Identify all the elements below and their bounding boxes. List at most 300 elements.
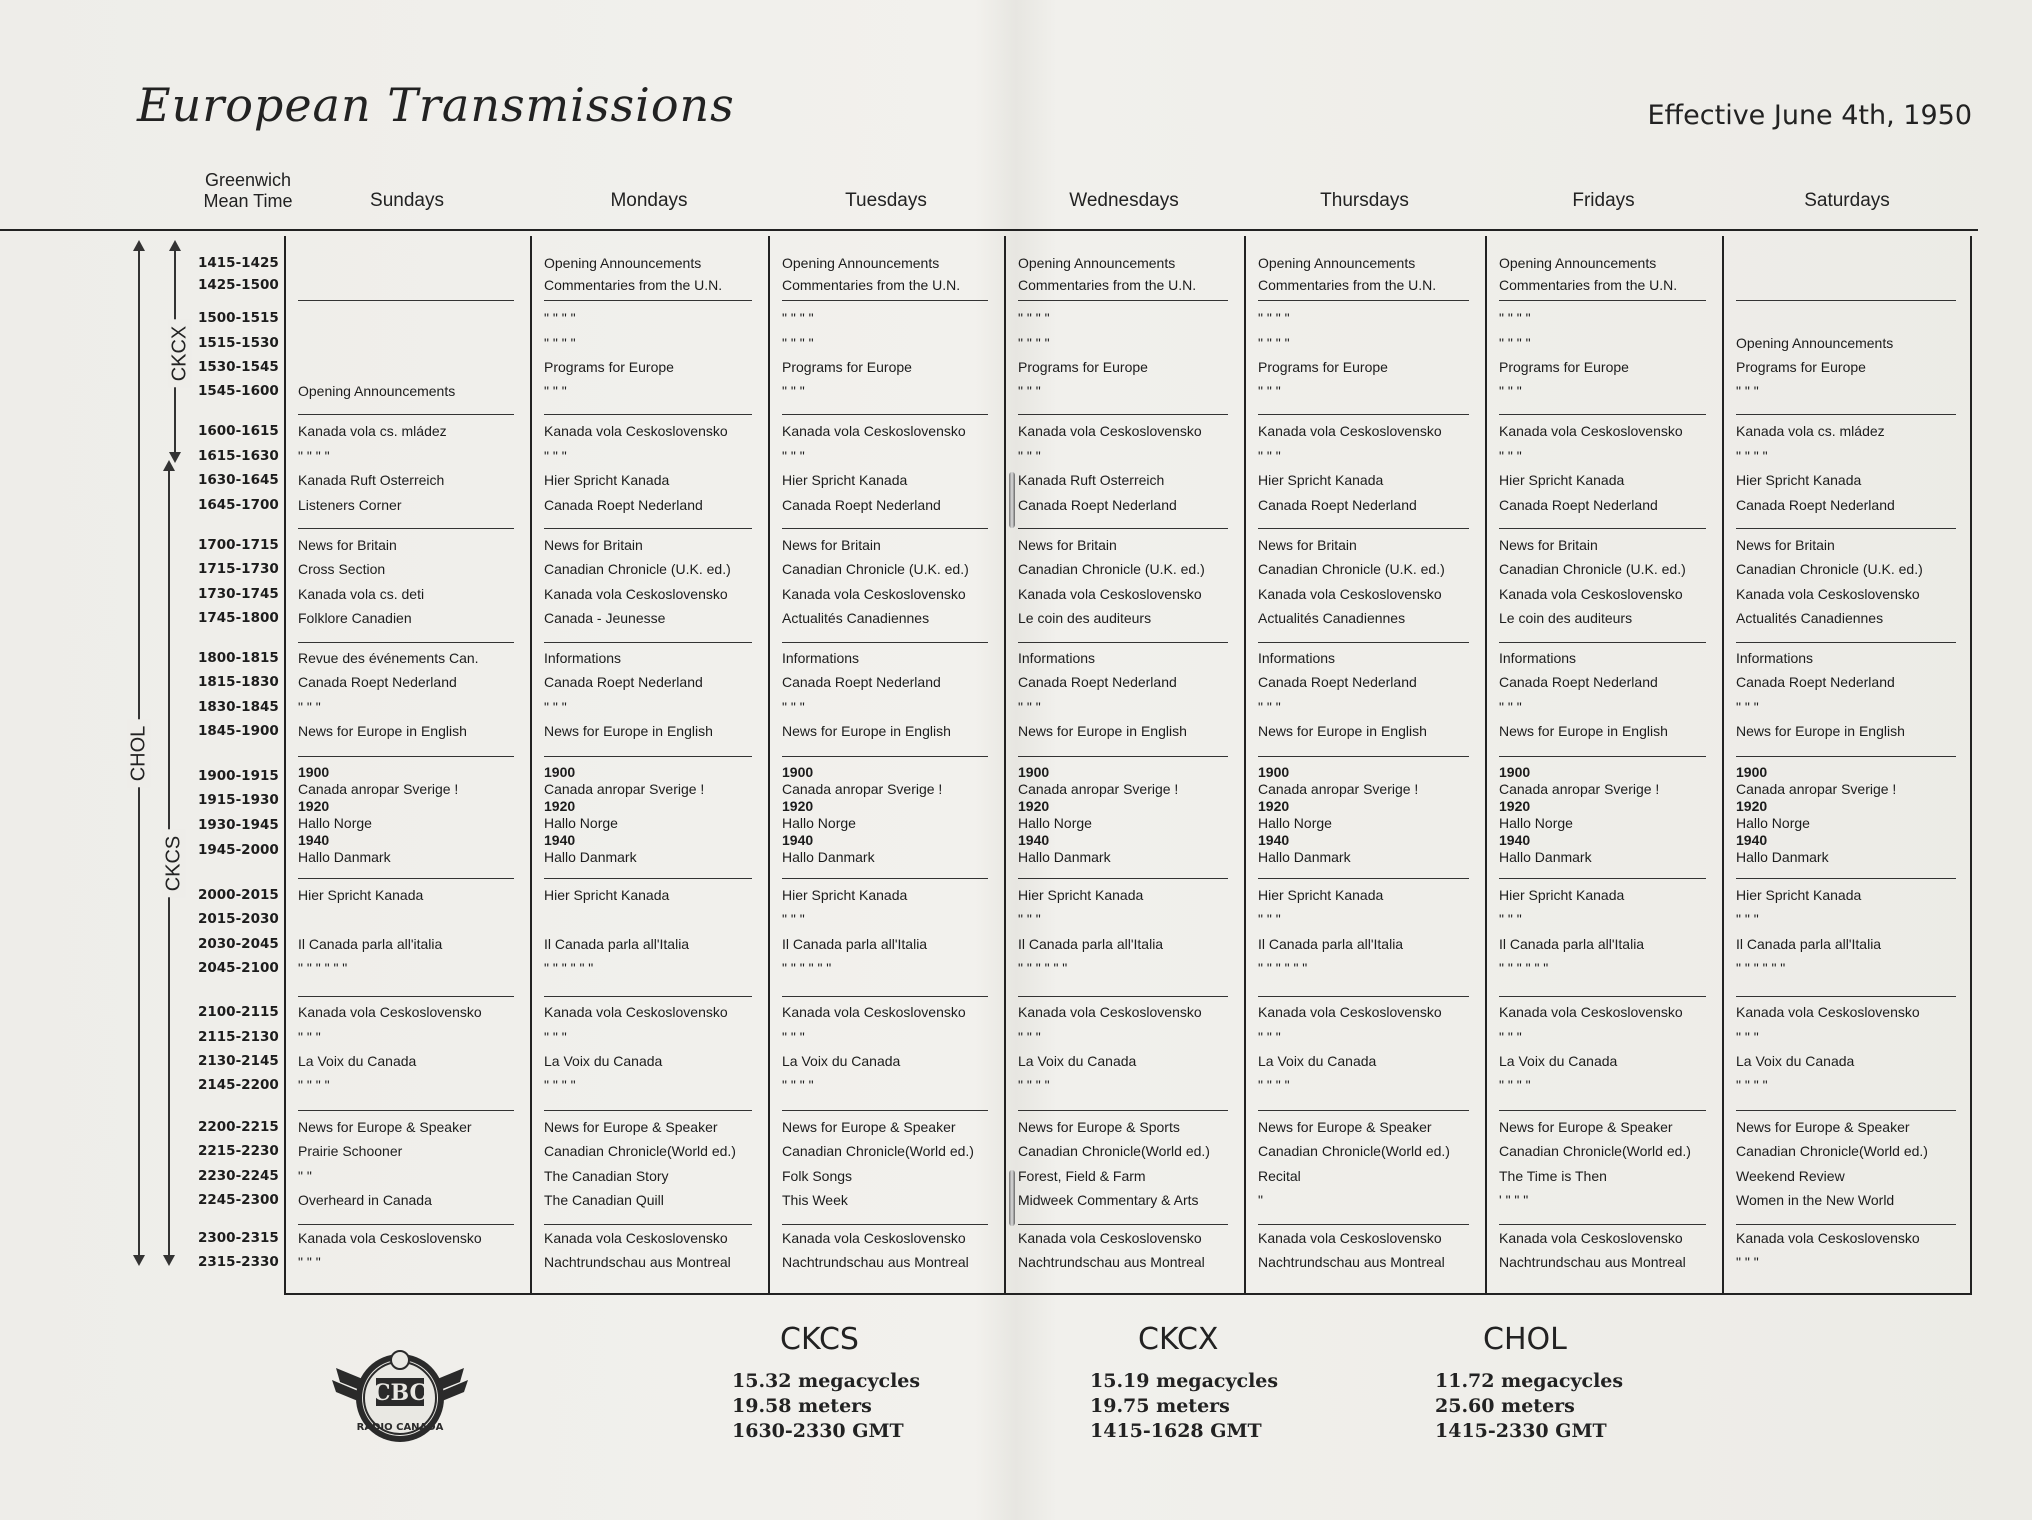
station-detail: 25.60 meters: [1435, 1395, 1575, 1417]
time-slot: 2130-2145: [198, 1053, 279, 1069]
column-divider: [530, 236, 532, 1294]
program-entry: Recital: [1258, 1168, 1301, 1184]
program-entry: Il Canada parla all'Italia: [544, 936, 690, 952]
time-slot: 1930-1945: [198, 817, 279, 833]
program-entry: Hallo Danmark: [782, 849, 875, 865]
block-separator: [1736, 642, 1956, 643]
program-entry: " " " " " ": [298, 960, 348, 976]
program-entry: Kanada vola Ceskoslovensko: [1499, 423, 1683, 439]
time-slot: 1600-1615: [198, 423, 279, 439]
cbc-radio-canada-logo: [330, 1330, 470, 1460]
program-entry: Informations: [1258, 650, 1336, 666]
time-slot: 1530-1545: [198, 359, 279, 375]
program-entry: " " " " " ": [1736, 960, 1786, 976]
program-entry: " " ": [782, 1029, 805, 1045]
program-entry: Actualités Canadiennes: [1258, 610, 1406, 626]
program-entry: " " ": [544, 1029, 567, 1045]
program-entry: Hier Spricht Kanada: [544, 472, 670, 488]
program-entry: Nachtrundschau aus Montreal: [1258, 1254, 1445, 1270]
program-entry: Kanada vola Ceskoslovensko: [1499, 586, 1683, 602]
time-slot: 1730-1745: [198, 586, 279, 602]
program-entry: Commentaries from the U.N.: [1018, 277, 1197, 293]
program-entry: Il Canada parla all'Italia: [1018, 936, 1164, 952]
program-entry: Kanada vola Ceskoslovensko: [1499, 1004, 1683, 1020]
program-entry: Actualités Canadiennes: [1736, 610, 1884, 626]
block-separator: [1018, 996, 1228, 997]
program-entry: 1900: [1018, 764, 1050, 780]
program-entry: " " " ": [1499, 335, 1531, 351]
block-separator: [1018, 878, 1228, 879]
time-slot: 1545-1600: [198, 383, 279, 399]
program-entry: Listeners Corner: [298, 497, 402, 513]
header-rule: [0, 229, 1978, 231]
program-entry: Hier Spricht Kanada: [1258, 472, 1384, 488]
program-entry: Kanada vola Ceskoslovensko: [1736, 1230, 1920, 1246]
program-entry: Canada anropar Sverige !: [1736, 781, 1897, 797]
program-entry: La Voix du Canada: [782, 1053, 901, 1069]
station-detail: 15.19 megacycles: [1090, 1370, 1279, 1392]
program-entry: News for Europe & Sports: [1018, 1119, 1180, 1135]
staple: [1009, 1170, 1015, 1226]
station-name: CKCX: [1138, 1322, 1219, 1357]
program-entry: " " ": [1736, 1029, 1759, 1045]
day-header-sundays: Sundays: [370, 190, 444, 211]
program-entry: Kanada vola Ceskoslovensko: [782, 1004, 966, 1020]
program-entry: Prairie Schooner: [298, 1143, 403, 1159]
program-entry: Kanada vola Ceskoslovensko: [544, 586, 728, 602]
program-entry: News for Britain: [298, 537, 397, 553]
block-separator: [1018, 756, 1228, 757]
time-slot: 1615-1630: [198, 448, 279, 464]
program-entry: Commentaries from the U.N.: [1499, 277, 1678, 293]
program-entry: 1920: [298, 798, 330, 814]
column-divider: [768, 236, 770, 1294]
program-entry: Informations: [1736, 650, 1814, 666]
block-separator: [1258, 878, 1469, 879]
program-entry: News for Europe in English: [1499, 723, 1668, 739]
program-entry: Nachtrundschau aus Montreal: [1018, 1254, 1205, 1270]
program-entry: News for Britain: [782, 537, 881, 553]
block-separator: [298, 996, 514, 997]
block-separator: [782, 996, 988, 997]
program-entry: Canadian Chronicle(World ed.): [544, 1143, 736, 1159]
program-entry: Canadian Chronicle (U.K. ed.): [544, 561, 731, 577]
time-slot: 1415-1425: [198, 255, 279, 271]
program-entry: News for Britain: [1499, 537, 1598, 553]
program-entry: 1920: [544, 798, 576, 814]
time-slot: 1515-1530: [198, 335, 279, 351]
station-detail: 1415-2330 GMT: [1435, 1420, 1607, 1442]
program-entry: Canada - Jeunesse: [544, 610, 666, 626]
block-separator: [782, 414, 988, 415]
time-slot: 2200-2215: [198, 1119, 279, 1135]
block-separator: [544, 1224, 752, 1225]
program-entry: Opening Announcements: [544, 255, 702, 271]
program-entry: " " ": [1018, 911, 1041, 927]
program-entry: " " ": [298, 699, 321, 715]
block-separator: [1736, 1224, 1956, 1225]
program-entry: Folklore Canadien: [298, 610, 412, 626]
time-slot: 1645-1700: [198, 497, 279, 513]
program-entry: " " ": [1258, 383, 1281, 399]
grid-bottom-rule: [284, 1293, 1972, 1295]
time-slot: 1800-1815: [198, 650, 279, 666]
program-entry: " " ": [1499, 911, 1522, 927]
program-entry: Hier Spricht Kanada: [544, 887, 670, 903]
program-entry: " " ": [1018, 699, 1041, 715]
program-entry: Canada Roept Nederland: [1258, 497, 1417, 513]
time-slot: 1715-1730: [198, 561, 279, 577]
time-slot: 1845-1900: [198, 723, 279, 739]
program-entry: Kanada vola cs. mládez: [1736, 423, 1885, 439]
time-slot: 1900-1915: [198, 768, 279, 784]
program-entry: Canada Roept Nederland: [782, 497, 941, 513]
time-slot: 1915-1930: [198, 792, 279, 808]
program-entry: " " ": [1258, 1029, 1281, 1045]
block-separator: [544, 878, 752, 879]
block-separator: [544, 996, 752, 997]
station-name: CHOL: [1483, 1322, 1567, 1357]
program-entry: La Voix du Canada: [298, 1053, 417, 1069]
program-entry: Canada anropar Sverige !: [782, 781, 943, 797]
station-ckcs: [732, 1322, 920, 1444]
time-slot: 1425-1500: [198, 277, 279, 293]
day-header-mondays: Mondays: [610, 190, 688, 211]
program-entry: Canada Roept Nederland: [1499, 497, 1658, 513]
column-divider: [1722, 236, 1724, 1294]
program-entry: Kanada vola Ceskoslovensko: [1018, 1230, 1202, 1246]
block-separator: [782, 528, 988, 529]
block-separator: [1736, 528, 1956, 529]
block-separator: [544, 300, 752, 301]
program-entry: Kanada vola Ceskoslovensko: [1018, 423, 1202, 439]
block-separator: [782, 642, 988, 643]
program-entry: Programs for Europe: [782, 359, 912, 375]
block-separator: [1018, 300, 1228, 301]
program-entry: Hier Spricht Kanada: [1018, 887, 1144, 903]
time-slot: 2100-2115: [198, 1004, 279, 1020]
program-entry: News for Britain: [1018, 537, 1117, 553]
program-entry: Informations: [544, 650, 622, 666]
program-entry: Le coin des auditeurs: [1499, 610, 1633, 626]
program-entry: Programs for Europe: [544, 359, 674, 375]
program-entry: " " ": [782, 911, 805, 927]
program-entry: Il Canada parla all'Italia: [1499, 936, 1645, 952]
day-header-thursdays: Thursdays: [1320, 190, 1409, 211]
program-entry: Nachtrundschau aus Montreal: [1499, 1254, 1686, 1270]
program-entry: 1900: [1499, 764, 1531, 780]
program-entry: Canada anropar Sverige !: [1499, 781, 1660, 797]
program-entry: Commentaries from the U.N.: [1258, 277, 1437, 293]
program-entry: Hier Spricht Kanada: [1736, 472, 1862, 488]
program-entry: Kanada vola Ceskoslovensko: [782, 423, 966, 439]
program-entry: 1900: [782, 764, 814, 780]
day-header-wednesdays: Wednesdays: [1069, 190, 1179, 211]
program-entry: News for Europe & Speaker: [1258, 1119, 1432, 1135]
program-entry: Programs for Europe: [1499, 359, 1629, 375]
program-entry: " " " ": [1018, 1077, 1050, 1093]
station-detail: 15.32 megacycles: [732, 1370, 921, 1392]
column-divider: [1244, 236, 1246, 1294]
program-entry: " " " ": [1018, 310, 1050, 326]
program-entry: Commentaries from the U.N.: [544, 277, 723, 293]
block-separator: [1736, 414, 1956, 415]
program-entry: Kanada vola Ceskoslovensko: [782, 586, 966, 602]
block-separator: [1258, 642, 1469, 643]
block-separator: [1499, 878, 1706, 879]
ckcs-label: CKCS: [162, 830, 185, 898]
program-entry: Hallo Danmark: [1499, 849, 1592, 865]
program-entry: Canada Roept Nederland: [1499, 674, 1658, 690]
station-detail: 1630-2330 GMT: [732, 1420, 904, 1442]
block-separator: [1499, 996, 1706, 997]
block-separator: [544, 756, 752, 757]
program-entry: Kanada vola Ceskoslovensko: [544, 423, 728, 439]
program-entry: Canada anropar Sverige !: [1258, 781, 1419, 797]
program-entry: Kanada vola Ceskoslovensko: [1499, 1230, 1683, 1246]
program-entry: " " " ": [544, 310, 576, 326]
page-title: European Transmissions: [137, 78, 735, 132]
program-entry: ' " " ": [1499, 1192, 1529, 1208]
program-entry: Hallo Norge: [544, 815, 618, 831]
program-entry: Canada anropar Sverige !: [1018, 781, 1179, 797]
program-entry: Canada Roept Nederland: [1736, 497, 1895, 513]
program-entry: " " " ": [1258, 335, 1290, 351]
block-separator: [1258, 756, 1469, 757]
time-slot: 1830-1845: [198, 699, 279, 715]
ckcx-label: CKCX: [168, 320, 191, 388]
program-entry: " " " " " ": [544, 960, 594, 976]
column-divider: [1970, 236, 1972, 1294]
program-entry: " " ": [1736, 699, 1759, 715]
program-entry: Canadian Chronicle (U.K. ed.): [1018, 561, 1205, 577]
program-entry: The Canadian Story: [544, 1168, 669, 1184]
program-entry: News for Europe in English: [544, 723, 713, 739]
program-entry: Canadian Chronicle (U.K. ed.): [1736, 561, 1923, 577]
program-entry: News for Europe & Speaker: [544, 1119, 718, 1135]
program-entry: Opening Announcements: [1018, 255, 1176, 271]
program-entry: Women in the New World: [1736, 1192, 1895, 1208]
program-entry: Canada Roept Nederland: [1018, 674, 1177, 690]
program-entry: Kanada vola Ceskoslovensko: [1736, 1004, 1920, 1020]
program-entry: Programs for Europe: [1018, 359, 1148, 375]
program-entry: Folk Songs: [782, 1168, 853, 1184]
block-separator: [1018, 1110, 1228, 1111]
program-entry: " " ": [1258, 699, 1281, 715]
program-entry: Forest, Field & Farm: [1018, 1168, 1146, 1184]
program-entry: Il Canada parla all'italia: [298, 936, 443, 952]
chol-arrow-down-icon: [133, 1255, 145, 1266]
block-separator: [298, 414, 514, 415]
program-entry: La Voix du Canada: [1018, 1053, 1137, 1069]
program-entry: News for Europe & Speaker: [1736, 1119, 1910, 1135]
block-separator: [298, 1224, 514, 1225]
program-entry: News for Britain: [1258, 537, 1357, 553]
program-entry: Kanada vola Ceskoslovensko: [1258, 423, 1442, 439]
program-entry: Kanada vola cs. mládez: [298, 423, 447, 439]
program-entry: 1920: [1499, 798, 1531, 814]
program-entry: Canada Roept Nederland: [1018, 497, 1177, 513]
program-entry: Canadian Chronicle(World ed.): [1499, 1143, 1691, 1159]
block-separator: [1258, 996, 1469, 997]
block-separator: [1736, 1110, 1956, 1111]
program-entry: Hier Spricht Kanada: [1499, 887, 1625, 903]
block-separator: [1499, 300, 1706, 301]
time-slot: 1700-1715: [198, 537, 279, 553]
program-entry: " " " " " ": [1499, 960, 1549, 976]
program-entry: " " ": [782, 699, 805, 715]
program-entry: Kanada vola Ceskoslovensko: [1736, 586, 1920, 602]
program-entry: Hallo Danmark: [298, 849, 391, 865]
block-separator: [1499, 1110, 1706, 1111]
program-entry: News for Europe in English: [1258, 723, 1427, 739]
program-entry: " " " ": [544, 1077, 576, 1093]
program-entry: 1940: [298, 832, 330, 848]
column-divider: [1485, 236, 1487, 1294]
program-entry: " " ": [782, 383, 805, 399]
program-entry: Programs for Europe: [1258, 359, 1388, 375]
program-entry: " " " ": [1258, 310, 1290, 326]
block-separator: [1499, 642, 1706, 643]
program-entry: Opening Announcements: [1499, 255, 1657, 271]
time-slot: 2015-2030: [198, 911, 279, 927]
block-separator: [782, 1110, 988, 1111]
program-entry: Revue des événements Can.: [298, 650, 479, 666]
program-entry: Kanada vola Ceskoslovensko: [1018, 586, 1202, 602]
program-entry: Midweek Commentary & Arts: [1018, 1192, 1199, 1208]
program-entry: " " " ": [1258, 1077, 1290, 1093]
program-entry: " " " ": [298, 1077, 330, 1093]
block-separator: [782, 1224, 988, 1225]
block-separator: [1499, 528, 1706, 529]
program-entry: " " " ": [1018, 335, 1050, 351]
time-slot: 1745-1800: [198, 610, 279, 626]
program-entry: Kanada vola cs. deti: [298, 586, 425, 602]
program-entry: 1920: [1736, 798, 1768, 814]
program-entry: " " ": [1018, 448, 1041, 464]
logo-text-bottom: RADIO CANADA: [356, 1422, 444, 1433]
station-detail: 19.58 meters: [732, 1395, 872, 1417]
block-separator: [298, 878, 514, 879]
program-entry: Canadian Chronicle(World ed.): [1736, 1143, 1928, 1159]
program-entry: " " ": [1018, 1029, 1041, 1045]
chol-label: CHOL: [127, 720, 150, 788]
program-entry: Hier Spricht Kanada: [298, 887, 424, 903]
program-entry: 1940: [782, 832, 814, 848]
program-entry: Canadian Chronicle (U.K. ed.): [782, 561, 969, 577]
program-entry: 1900: [1258, 764, 1290, 780]
program-entry: Nachtrundschau aus Montreal: [782, 1254, 969, 1270]
program-entry: Weekend Review: [1736, 1168, 1845, 1184]
program-entry: Canada Roept Nederland: [544, 674, 703, 690]
program-entry: Kanada vola Ceskoslovensko: [544, 1004, 728, 1020]
block-separator: [782, 300, 988, 301]
program-entry: Opening Announcements: [1736, 335, 1894, 351]
gmt-header-line: Mean Time: [203, 191, 293, 211]
program-entry: Hallo Norge: [1499, 815, 1573, 831]
program-entry: News for Britain: [544, 537, 643, 553]
program-entry: News for Europe & Speaker: [782, 1119, 956, 1135]
program-entry: " " " ": [1499, 1077, 1531, 1093]
staple: [1009, 472, 1015, 528]
time-slot: 2215-2230: [198, 1143, 279, 1159]
program-entry: Hallo Danmark: [1018, 849, 1111, 865]
program-entry: News for Europe in English: [1018, 723, 1187, 739]
program-entry: " " " ": [1499, 310, 1531, 326]
block-separator: [298, 300, 514, 301]
program-entry: Nachtrundschau aus Montreal: [544, 1254, 731, 1270]
program-entry: La Voix du Canada: [544, 1053, 663, 1069]
day-header-fridays: Fridays: [1572, 190, 1635, 211]
program-entry: 1920: [782, 798, 814, 814]
time-slot: 2030-2045: [198, 936, 279, 952]
program-entry: Kanada Ruft Osterreich: [1018, 472, 1165, 488]
program-entry: Canada anropar Sverige !: [544, 781, 705, 797]
program-entry: " " " " " ": [1258, 960, 1308, 976]
gmt-header-line: Greenwich: [204, 170, 292, 190]
program-entry: " " ": [1499, 383, 1522, 399]
program-entry: Kanada vola Ceskoslovensko: [298, 1230, 482, 1246]
program-entry: Opening Announcements: [298, 383, 456, 399]
program-entry: " " ": [544, 448, 567, 464]
program-entry: Actualités Canadiennes: [782, 610, 930, 626]
program-entry: Kanada vola Ceskoslovensko: [782, 1230, 966, 1246]
program-entry: La Voix du Canada: [1736, 1053, 1855, 1069]
block-separator: [298, 642, 514, 643]
block-separator: [298, 1110, 514, 1111]
program-entry: " " " ": [782, 310, 814, 326]
program-entry: News for Europe in English: [298, 723, 467, 739]
program-entry: 1940: [544, 832, 576, 848]
program-entry: Canada Roept Nederland: [782, 674, 941, 690]
time-slot: 2115-2130: [198, 1029, 279, 1045]
program-entry: " " ": [1499, 1029, 1522, 1045]
block-separator: [1499, 1224, 1706, 1225]
program-entry: 1900: [1736, 764, 1768, 780]
program-entry: " " " ": [1736, 1077, 1768, 1093]
block-separator: [298, 756, 514, 757]
block-separator: [1499, 756, 1706, 757]
program-entry: Cross Section: [298, 561, 386, 577]
program-entry: Kanada vola Ceskoslovensko: [544, 1230, 728, 1246]
logo-text-top: CBC: [372, 1380, 428, 1406]
station-detail: 1415-1628 GMT: [1090, 1420, 1262, 1442]
program-entry: " " " ": [1736, 448, 1768, 464]
station-detail: 19.75 meters: [1090, 1395, 1230, 1417]
program-entry: Hallo Danmark: [1736, 849, 1829, 865]
station-detail: 11.72 megacycles: [1435, 1370, 1624, 1392]
program-entry: Canadian Chronicle(World ed.): [1018, 1143, 1210, 1159]
time-slot: 2315-2330: [198, 1254, 279, 1270]
program-entry: Hier Spricht Kanada: [1499, 472, 1625, 488]
block-separator: [1736, 878, 1956, 879]
program-entry: News for Europe & Speaker: [1499, 1119, 1673, 1135]
time-slot: 1945-2000: [198, 842, 279, 858]
program-entry: " " ": [544, 699, 567, 715]
program-entry: " " ": [1499, 699, 1522, 715]
program-entry: Informations: [782, 650, 860, 666]
program-entry: Canada anropar Sverige !: [298, 781, 459, 797]
program-entry: 1920: [1258, 798, 1290, 814]
time-slot: 2000-2015: [198, 887, 279, 903]
program-entry: Kanada vola Ceskoslovensko: [1018, 1004, 1202, 1020]
program-entry: " " ": [782, 448, 805, 464]
program-entry: Canadian Chronicle (U.K. ed.): [1258, 561, 1445, 577]
program-entry: " " ": [1736, 383, 1759, 399]
program-entry: Canadian Chronicle (U.K. ed.): [1499, 561, 1686, 577]
block-separator: [1499, 414, 1706, 415]
program-entry: Canada Roept Nederland: [544, 497, 703, 513]
